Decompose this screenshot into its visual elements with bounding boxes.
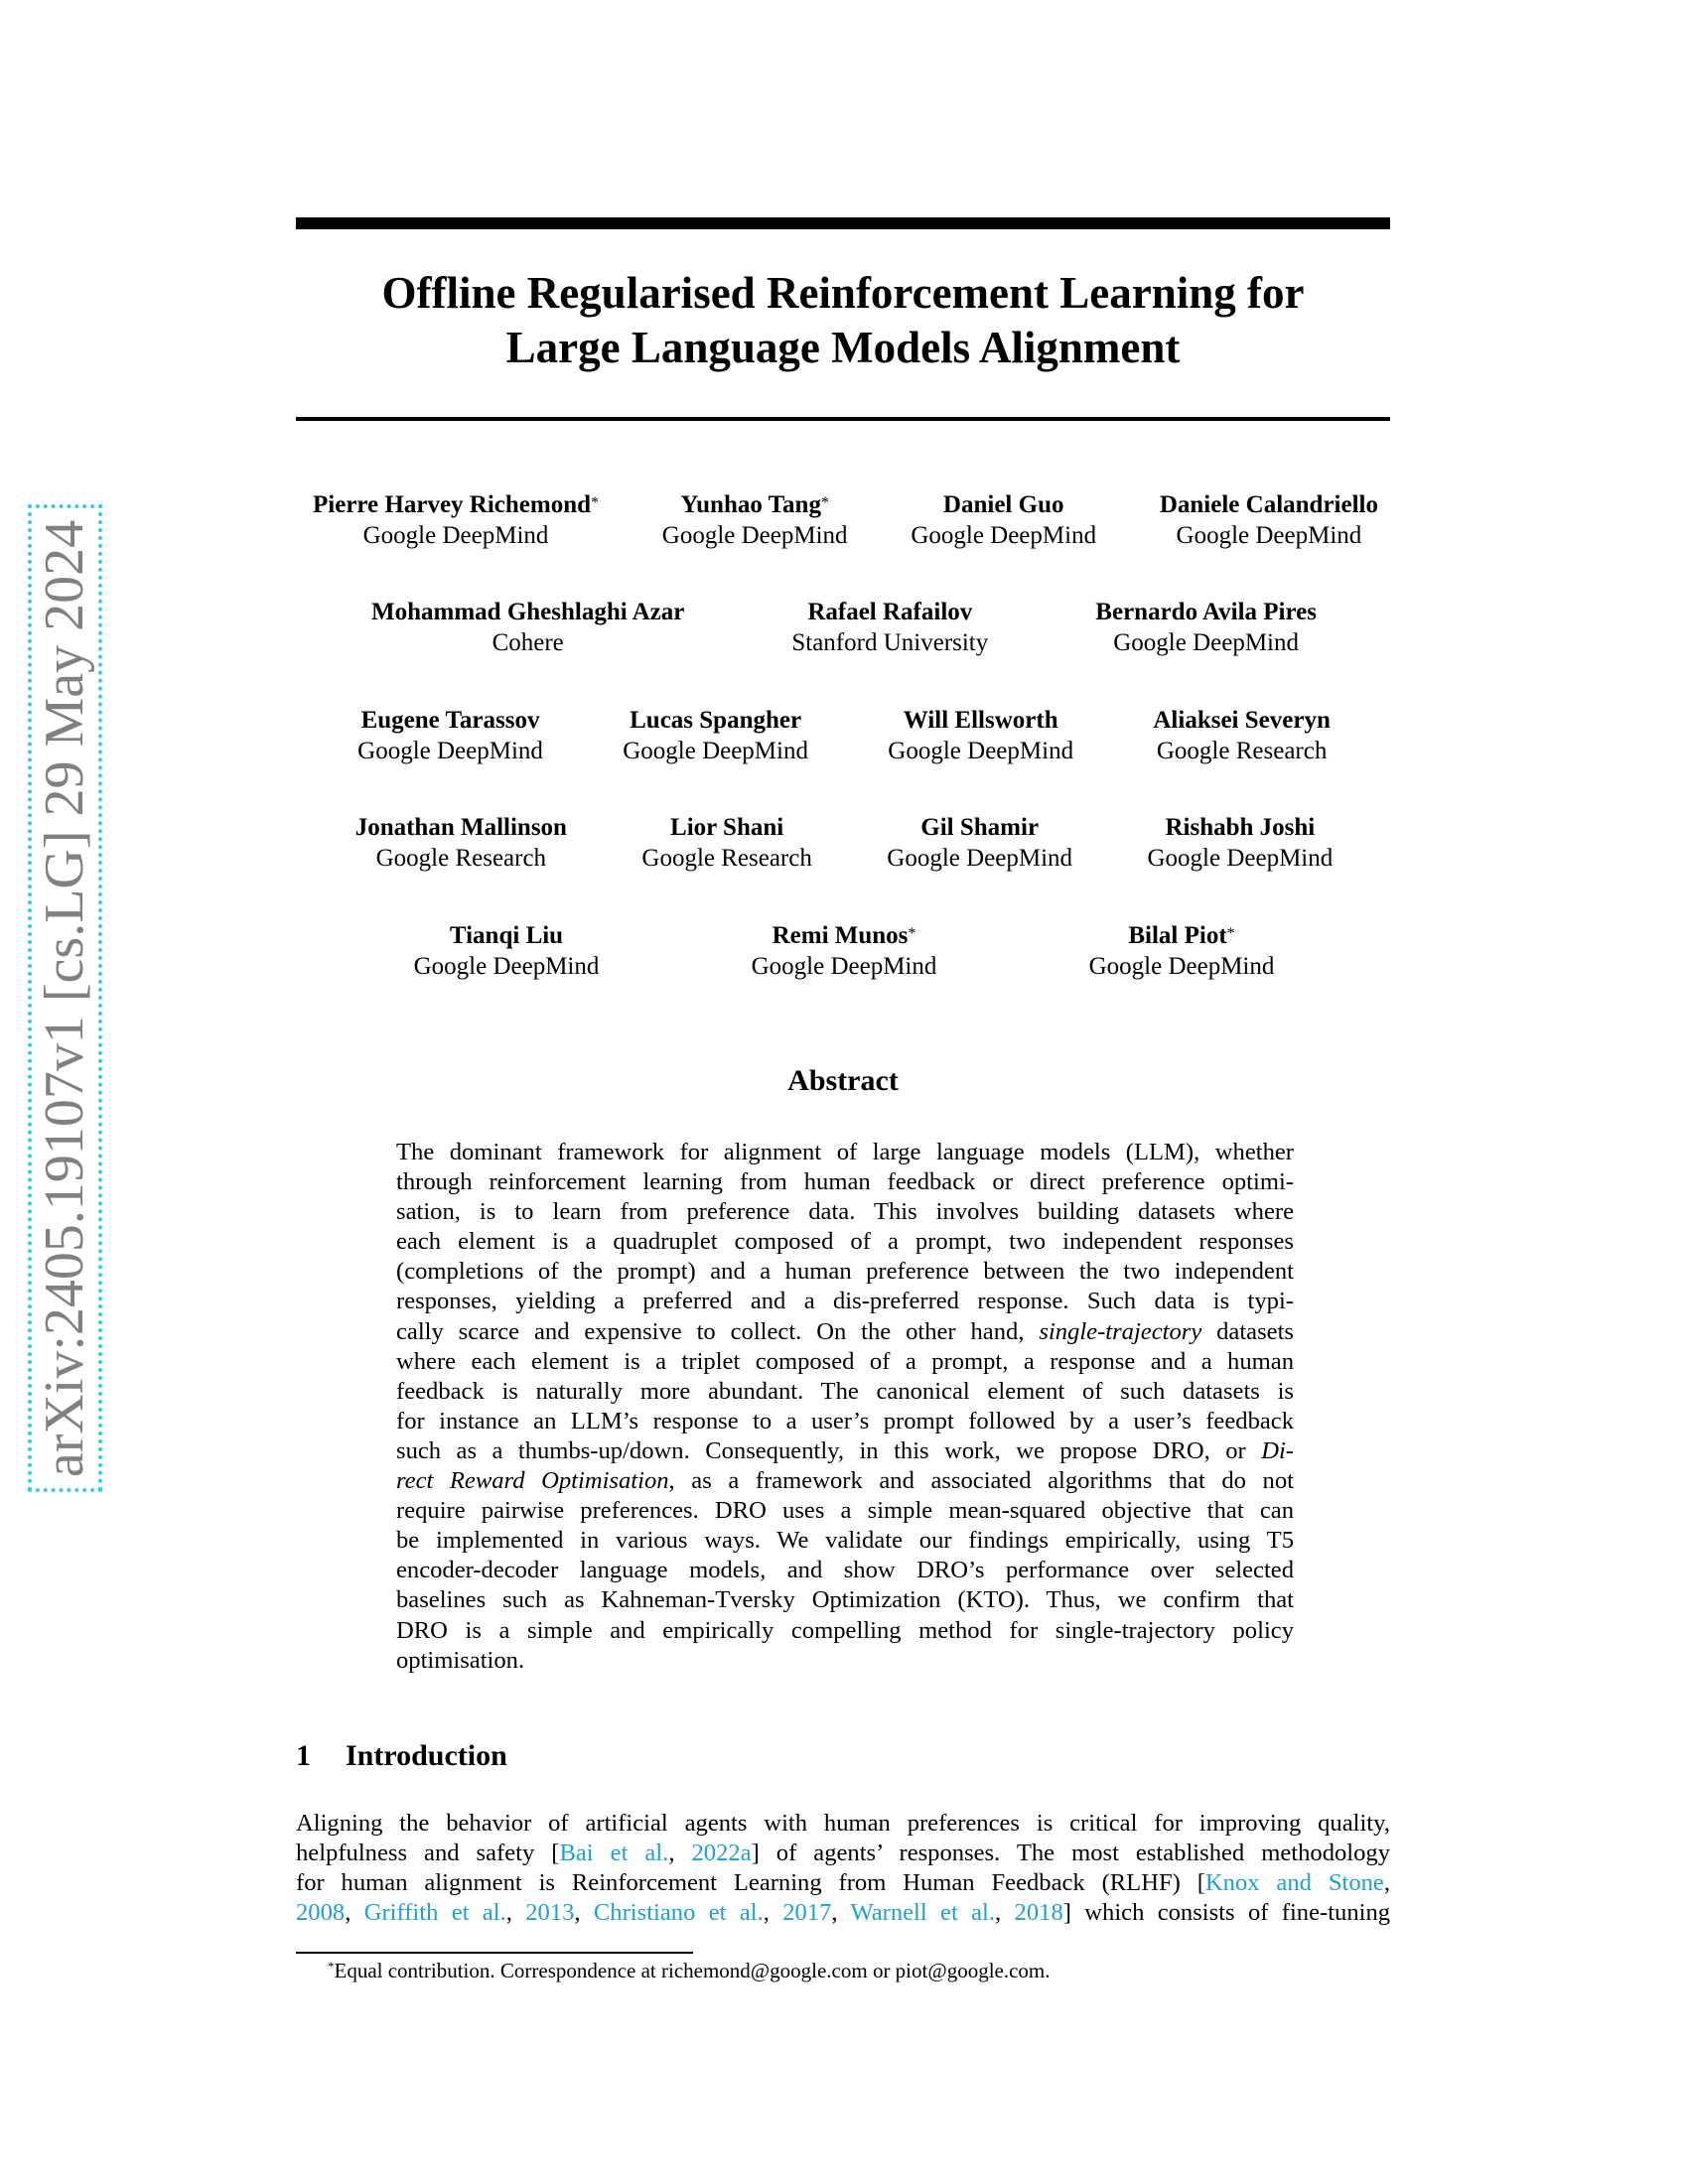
footnote-text: Equal contribution. Correspondence at richemond@google.com or piot@google.com.: [334, 1959, 1051, 1982]
emphasis-text: single-trajectory: [1039, 1317, 1202, 1345]
author-affiliation: Google Research: [1156, 738, 1328, 764]
author-affiliation: Google DeepMind: [661, 522, 848, 549]
intro-text: ,: [995, 1899, 1015, 1927]
author-affiliation: Google DeepMind: [623, 738, 808, 764]
author: [641, 812, 811, 874]
abstract-text: datasets: [1201, 1317, 1294, 1345]
author-name: Jonathan Mallinson: [354, 814, 567, 841]
citation-link[interactable]: Griffith et al.: [363, 1899, 506, 1927]
abstract-line: sation, is to learn from preference data. This involves building datasets where: [396, 1198, 1294, 1226]
arxiv-stamp-label[interactable]: arXiv:2405.19107v1 [cs.LG] 29 May 2024: [34, 519, 95, 1478]
author: [1095, 597, 1317, 658]
abstract-line: require pairwise preferences. DRO uses a simple mean-squared objective that can: [396, 1497, 1294, 1525]
author-affiliation: Cohere: [492, 629, 564, 656]
author-row-4: [318, 812, 1370, 874]
abstract-line: [396, 1317, 1294, 1347]
intro-text: ,: [763, 1899, 783, 1927]
author-affiliation: Google DeepMind: [1147, 845, 1334, 872]
intro-line: Aligning the behavior of artificial agents with human preferences is critical for improving quality,: [296, 1810, 1390, 1837]
abstract-line: for instance an LLM’s response to a user’s prompt followed by a user’s feedback: [396, 1407, 1294, 1434]
author: [1160, 489, 1378, 551]
intro-text: ,: [1383, 1869, 1390, 1897]
author: [355, 812, 567, 874]
author: [752, 920, 937, 982]
author-name: Lior Shani: [670, 814, 784, 841]
author: [313, 489, 599, 551]
author-affiliation: Google Research: [641, 845, 812, 872]
paper-title: [296, 266, 1390, 375]
equal-contribution-mark: *: [908, 925, 916, 942]
author: [1089, 920, 1275, 982]
abstract-line: each element is a quadruplet composed of a prompt, two independent responses: [396, 1228, 1294, 1256]
footnote-mark: *: [328, 1959, 335, 1974]
equal-contribution-mark: *: [1226, 925, 1235, 942]
title-line-2: Large Language Models Alignment: [505, 323, 1181, 372]
abstract-line: responses, yielding a preferred and a dis-preferred response. Such data is typi-: [396, 1288, 1294, 1315]
author: [911, 489, 1096, 551]
intro-text: ,: [345, 1899, 364, 1927]
emphasis-text: Di-: [1261, 1436, 1294, 1464]
author-row-2: [318, 597, 1370, 658]
author: [414, 920, 600, 982]
author-name: Daniele Calandriello: [1159, 491, 1378, 518]
introduction-body: [296, 1809, 1390, 1928]
author-name: Pierre Harvey Richemond: [313, 491, 592, 518]
abstract-body: [396, 1138, 1294, 1676]
author: [623, 705, 808, 766]
abstract-line: encoder-decoder language models, and show DRO’s performance over selected: [396, 1557, 1294, 1584]
citation-link[interactable]: Knox and Stone: [1204, 1869, 1384, 1897]
author-affiliation: Google DeepMind: [751, 953, 937, 980]
abstract-text: such as a thumbs-up/down. Consequently, in this work, we propose DRO, or: [396, 1436, 1262, 1464]
author-affiliation: Google DeepMind: [413, 953, 600, 980]
author-affiliation: Google DeepMind: [362, 522, 549, 549]
author-affiliation: Google DeepMind: [1088, 953, 1275, 980]
author: [662, 489, 848, 551]
author-row-3: [318, 705, 1370, 766]
abstract-line: The dominant framework for alignment of large language models (LLM), whether: [396, 1139, 1294, 1165]
author-name: Aliaksei Severyn: [1153, 707, 1331, 734]
abstract-line: (completions of the prompt) and a human preference between the two independent: [396, 1258, 1294, 1286]
intro-text: helpfulness and safety [: [296, 1840, 560, 1867]
author-name: Bernardo Avila Pires: [1095, 599, 1317, 625]
author-affiliation: Google DeepMind: [1113, 629, 1300, 656]
title-line-1: Offline Regularised Reinforcement Learning for: [381, 268, 1305, 318]
author-affiliation: Google DeepMind: [911, 522, 1097, 549]
citation-link[interactable]: Christiano et al.: [593, 1899, 764, 1927]
citation-link[interactable]: 2017: [782, 1899, 832, 1927]
intro-line: [296, 1839, 1390, 1868]
section-number: 1: [296, 1739, 311, 1772]
title-rule-bottom: [296, 417, 1390, 421]
author-name: Lucas Spangher: [630, 707, 802, 734]
emphasis-text: rect Reward Optimisation: [396, 1467, 669, 1495]
citation-link[interactable]: 2008: [296, 1899, 346, 1927]
author: [371, 597, 684, 658]
abstract-text: , as a framework and associated algorithms that do not: [668, 1467, 1294, 1495]
intro-line: [296, 1898, 1390, 1928]
citation-link[interactable]: Warnell et al.: [850, 1899, 996, 1927]
abstract-line: be implemented in various ways. We validate our findings empirically, using T5: [396, 1527, 1294, 1555]
author: [357, 705, 543, 766]
author-name: Daniel Guo: [942, 491, 1064, 518]
section-title: Introduction: [346, 1739, 507, 1772]
equal-contribution-mark: *: [820, 494, 829, 511]
author-name: Mohammad Gheshlaghi Azar: [371, 599, 685, 625]
abstract-line: where each element is a triplet composed of a prompt, a response and a human: [396, 1347, 1294, 1375]
intro-text: ,: [831, 1899, 851, 1927]
abstract-line: feedback is naturally more abundant. The canonical element of such datasets is: [396, 1377, 1294, 1405]
author-name: Rishabh Joshi: [1165, 814, 1316, 841]
author-name: Bilal Piot: [1128, 922, 1227, 949]
author: [1153, 705, 1330, 766]
author-affiliation: Google DeepMind: [357, 738, 543, 764]
footnote-rule: [296, 1952, 693, 1954]
author-name: Gil Shamir: [920, 814, 1040, 841]
intro-text: ] of agents’ responses. The most established methodology: [751, 1840, 1391, 1867]
author-name: Will Ellsworth: [903, 707, 1058, 734]
author-row-1: [298, 489, 1390, 551]
author: [791, 597, 988, 658]
equal-contribution-mark: *: [591, 494, 600, 511]
intro-text: for human alignment is Reinforcement Learning from Human Feedback (RLHF) [: [296, 1869, 1205, 1897]
abstract-line: through reinforcement learning from human feedback or direct preference optimi-: [396, 1168, 1294, 1196]
footnote: [328, 1959, 1051, 1983]
citation-link[interactable]: 2018: [1014, 1899, 1063, 1927]
abstract-line: DRO is a simple and empirically compelling method for single-trajectory policy: [396, 1616, 1294, 1644]
intro-text: ] which consists of fine-tuning: [1062, 1899, 1391, 1927]
author: [887, 812, 1072, 874]
author-name: Yunhao Tang: [680, 491, 821, 518]
author-affiliation: Google DeepMind: [887, 845, 1073, 872]
abstract-text: cally scarce and expensive to collect. On the other hand,: [396, 1317, 1040, 1345]
citation-link[interactable]: Bai et al.: [559, 1840, 669, 1867]
author: [888, 705, 1073, 766]
section-heading-introduction: [296, 1739, 507, 1773]
abstract-line: [396, 1466, 1294, 1496]
intro-line: [296, 1868, 1390, 1898]
author-name: Tianqi Liu: [449, 922, 564, 949]
author-affiliation: Stanford University: [791, 629, 989, 656]
citation-link[interactable]: 2013: [525, 1899, 575, 1927]
author-name: Rafael Rafailov: [807, 599, 973, 625]
intro-text: ,: [574, 1899, 594, 1927]
abstract-line: optimisation.: [396, 1646, 525, 1674]
intro-text: ,: [668, 1840, 692, 1867]
author-affiliation: Google DeepMind: [888, 738, 1074, 764]
abstract-line: baselines such as Kahneman-Tversky Optimization (KTO). Thus, we confirm that: [396, 1586, 1294, 1614]
author-affiliation: Google Research: [375, 845, 547, 872]
title-rule-top: [296, 217, 1390, 229]
author-name: Remi Munos: [772, 922, 909, 949]
author-row-5: [338, 920, 1350, 982]
author: [1147, 812, 1333, 874]
abstract-heading: Abstract: [787, 1064, 899, 1097]
intro-text: ,: [505, 1899, 526, 1927]
author-affiliation: Google DeepMind: [1176, 522, 1362, 549]
citation-link[interactable]: 2022a: [691, 1840, 752, 1867]
author-name: Eugene Tarassov: [360, 707, 540, 734]
abstract-line: [396, 1436, 1294, 1466]
